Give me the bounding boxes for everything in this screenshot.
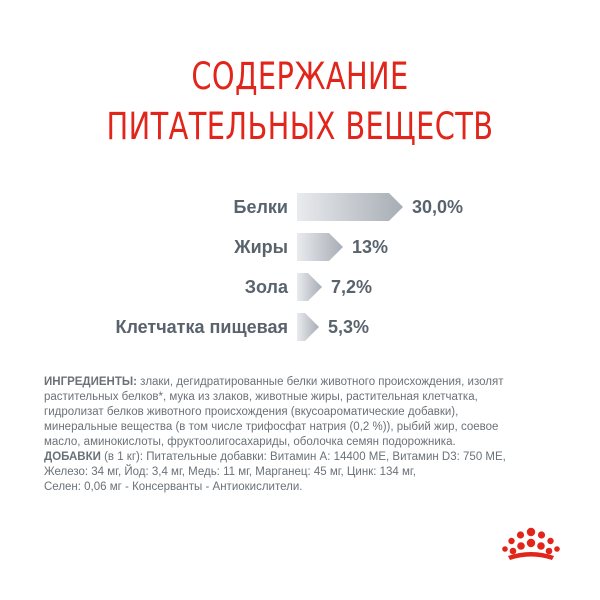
nutrient-value: 13% <box>352 237 389 257</box>
royal-canin-crown-icon <box>500 526 562 566</box>
nutrient-bar <box>297 313 319 341</box>
ingredients-line: гидролизат белков животного происхождения (вкусоароматические добавки), <box>44 406 459 418</box>
additives-line: ДОБАВКИ (в 1 кг): Питательные добавки: Витамин А: 14400 МЕ, Витамин D3: 750 МЕ, <box>44 451 506 463</box>
nutrient-value: 5,3% <box>328 317 370 337</box>
additives-line: Железо: 34 мг, Йод: 3,4 мг, Медь: 11 мг, Марганец: 45 мг, Цинк: 134 мг, <box>44 466 416 478</box>
title-line-1: СОДЕРЖАНИЕ <box>191 55 409 98</box>
additives-heading: ДОБАВКИ <box>44 451 101 463</box>
nutrient-value: 7,2% <box>331 277 373 297</box>
nutrient-label: Зола <box>244 277 288 297</box>
ingredients-line: растительных белков*, мука из злаков, животные жиры, растительная клетчатка, <box>44 391 478 403</box>
page-title <box>0 52 600 152</box>
nutrient-bar <box>297 193 403 221</box>
nutrient-row-ash <box>0 270 600 304</box>
nutrient-label: Жиры <box>234 237 288 257</box>
nutrient-label: Клетчатка пищевая <box>115 317 288 337</box>
nutrient-row-fat <box>0 230 600 264</box>
nutrient-bar <box>297 273 322 301</box>
ingredients-line: ИНГРЕДИЕНТЫ: злаки, дегидратированные белки животного происхождения, изолят <box>44 376 504 388</box>
nutrient-bar-shape <box>297 233 343 261</box>
nutrient-bar-shape <box>297 273 322 301</box>
nutrient-row-protein <box>0 190 600 224</box>
additives-line: Селен: 0,06 мг - Консерванты - Антиокислители. <box>44 481 303 493</box>
ingredients-block <box>44 375 564 495</box>
ingredients-line: минеральные вещества (в том числе трифосфат натрия (0,2 %)), рыбий жир, соевое <box>44 421 499 433</box>
nutrient-bar <box>297 233 343 261</box>
nutrient-label: Белки <box>233 197 288 217</box>
nutrient-bar-shape <box>297 313 319 341</box>
ingredients-heading: ИНГРЕДИЕНТЫ: <box>44 376 137 388</box>
nutrient-row-fiber <box>0 310 600 344</box>
ingredients-line: масло, аминокислоты, фруктоолигосахариды, оболочка семян подорожника. <box>44 436 456 448</box>
nutrient-value: 30,0% <box>412 197 464 217</box>
nutrient-bar-shape <box>297 193 403 221</box>
title-line-2: ПИТАТЕЛЬНЫХ ВЕЩЕСТВ <box>106 105 494 148</box>
